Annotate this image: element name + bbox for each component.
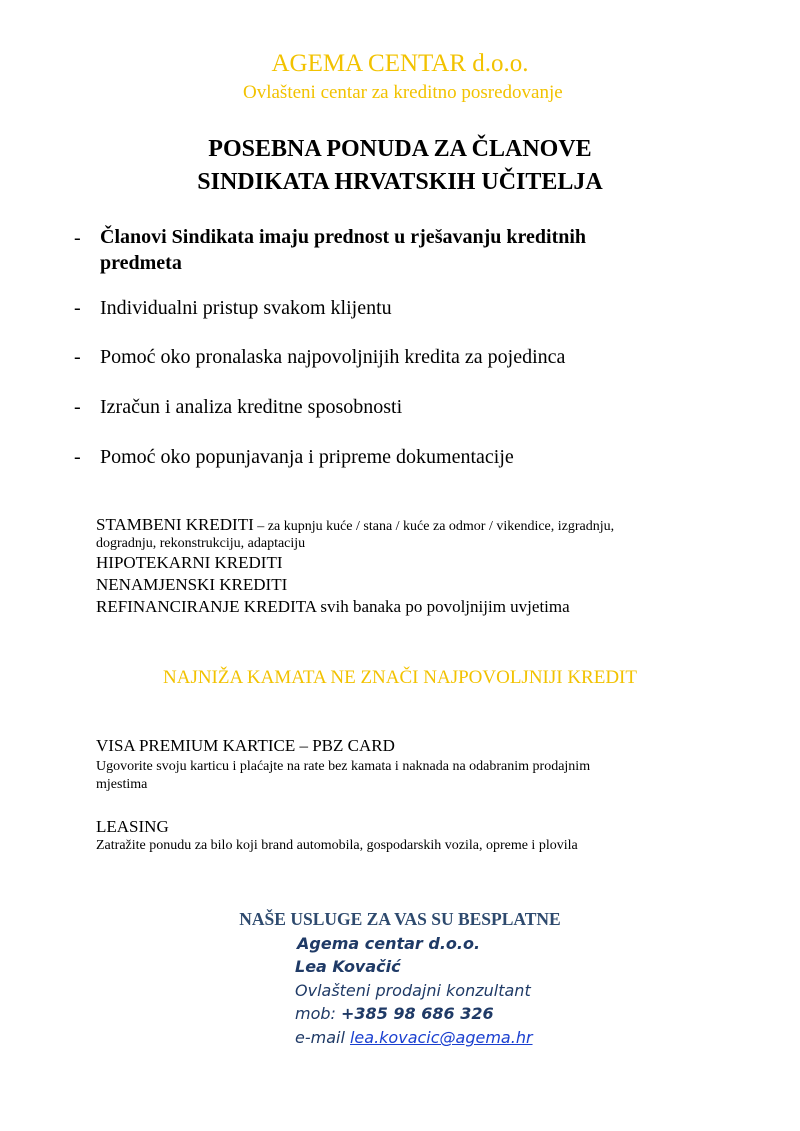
housing-loans <box>96 515 614 535</box>
housing-loans-desc: – za kupnju kuće / stana / kuće za odmor / vikendice, izgradnju, <box>253 519 615 534</box>
free-services-notice: NAŠE USLUGE ZA VAS SU BESPLATNE <box>239 909 561 929</box>
contact-mobile <box>295 1004 494 1023</box>
company-name: AGEMA CENTAR d.o.o. <box>271 50 529 77</box>
offer-title-line2: SINDIKATA HRVATSKIH UČITELJA <box>197 169 603 195</box>
bullet-dash: - <box>74 446 81 468</box>
benefit-item-individual: Individualni pristup svakom klijentu <box>100 297 392 319</box>
mobile-number: +385 98 686 326 <box>341 1004 494 1023</box>
benefit-item-priority-cont: predmeta <box>100 252 182 274</box>
benefit-item-priority: Članovi Sindikata imaju prednost u rješavanju kreditnih <box>100 226 587 248</box>
loan-refinancing: REFINANCIRANJE KREDITA svih banaka po povoljnijim uvjetima <box>96 597 570 616</box>
leasing-title: LEASING <box>96 817 169 836</box>
housing-loans-label: STAMBENI KREDITI <box>96 515 254 534</box>
bullet-dash: - <box>74 396 81 418</box>
cards-desc: Ugovorite svoju karticu i plaćajte na rate bez kamata i naknada na odabranim prodajnim <box>96 759 591 774</box>
benefit-item-best-credit: Pomoć oko pronalaska najpovoljnijih kredita za pojedinca <box>100 346 566 368</box>
email-link[interactable]: lea.kovacic@agema.hr <box>349 1028 533 1047</box>
cards-desc-cont: mjestima <box>96 777 148 792</box>
benefit-item-documentation: Pomoć oko popunjavanja i pripreme dokumentacije <box>100 446 514 468</box>
bullet-dash: - <box>74 227 81 249</box>
contact-email <box>295 1028 533 1047</box>
contact-person: Lea Kovačić <box>295 957 401 976</box>
cards-title: VISA PREMIUM KARTICE – PBZ CARD <box>96 736 395 755</box>
contact-role: Ovlašteni prodajni konzultant <box>295 981 531 1000</box>
offer-title-line1: POSEBNA PONUDA ZA ČLANOVE <box>208 136 592 162</box>
housing-loans-desc-cont: dogradnju, rekonstrukciju, adaptaciju <box>96 536 306 551</box>
non-purpose-loans: NENAMJENSKI KREDITI <box>96 575 288 594</box>
mortgage-loans: HIPOTEKARNI KREDITI <box>96 553 283 572</box>
bullet-dash: - <box>74 297 81 319</box>
interest-highlight: NAJNIŽA KAMATA NE ZNAČI NAJPOVOLJNIJI KREDIT <box>163 667 637 688</box>
bullet-dash: - <box>74 346 81 368</box>
leasing-desc: Zatražite ponudu za bilo koji brand automobila, gospodarskih vozila, opreme i plovila <box>96 838 578 853</box>
company-subtitle: Ovlašteni centar za kreditno posredovanje <box>243 82 563 103</box>
contact-company: Agema centar d.o.o. <box>297 934 481 953</box>
benefit-item-analysis: Izračun i analiza kreditne sposobnosti <box>100 396 403 418</box>
email-label: e-mail <box>295 1028 350 1047</box>
mobile-label: mob: <box>295 1004 342 1023</box>
